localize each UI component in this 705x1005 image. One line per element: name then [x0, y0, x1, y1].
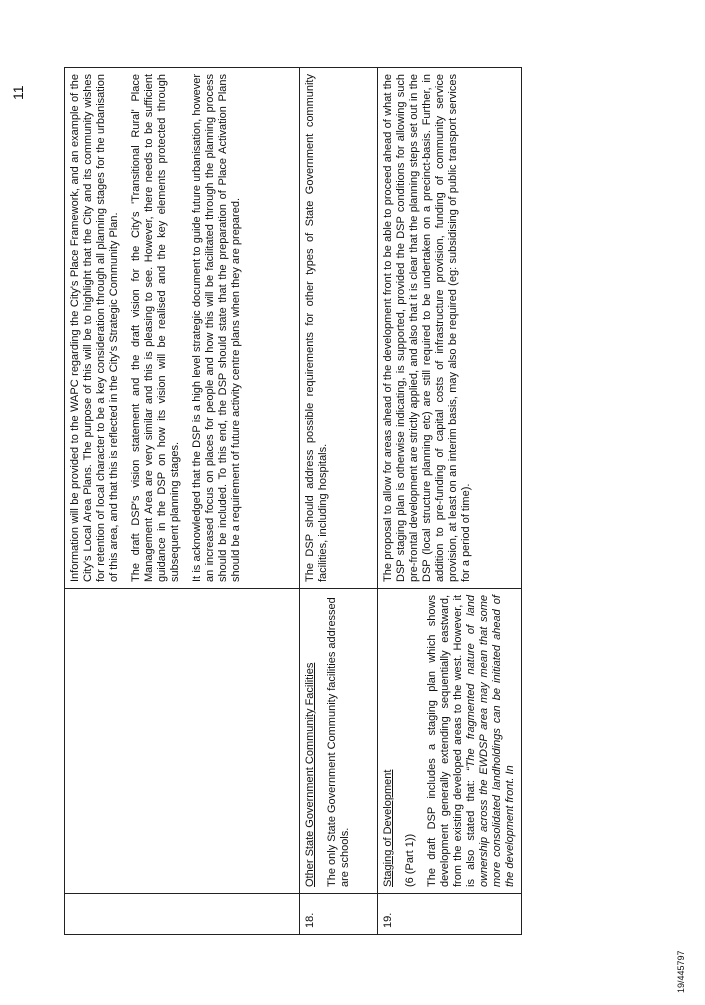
response-cell: [65, 68, 300, 589]
topic-paragraph: [426, 595, 517, 887]
topic-cell: [65, 589, 300, 894]
topic-cell: [378, 589, 522, 894]
document-reference: 19/445797: [676, 950, 686, 993]
response-cell: [300, 68, 378, 589]
response-paragraph: Information will be provided to the WAPC regarding the City's Place Framework, and an example of the City's Local Area Plans. The purpose of this will be to highlight that the City and its community wishes for retention of local character to be a key consideration through all planning stages for the urbanisation of this area, and that this is reflected in the City's Strategic Community Plan.: [69, 74, 120, 582]
response-cell: [378, 68, 522, 589]
table-row: [378, 68, 522, 935]
response-paragraph: It is acknowledged that the DSP is a high level strategic document to guide future urbanisation, however an increased focus on places for people and how this will be facilitated through the planning process should be included. To this end, the DSP should state that the preparation of Place Activation Plans should be a requirement of future activity centre plans when they are prepared.: [191, 74, 242, 582]
topic-reference: (6 (Part 1)): [404, 833, 416, 887]
table-row: [300, 68, 378, 935]
submission-table: [64, 67, 522, 935]
row-number: 19.: [378, 894, 522, 935]
topic-title: Other State Government Community Facilities: [304, 662, 316, 887]
response-paragraph: The draft DSP's vision statement and the draft vision for the City's 'Transitional Rural' Place Management Area are very similar and this is pleasing to see. However, there needs to be sufficient guidance in the DSP on how its vision will be realised and the key elements protected through subsequent planning stages.: [130, 74, 181, 582]
topic-cell: [300, 589, 378, 894]
response-paragraph: The DSP should address possible requirements for other types of State Government community facilities, including hospitals.: [304, 74, 329, 582]
row-number: [65, 894, 300, 935]
topic-title: Staging of Development: [382, 769, 394, 887]
page-number: 11: [10, 85, 26, 100]
table-row: [65, 68, 300, 935]
topic-paragraph: The only State Government Community facilities addressed are schools.: [326, 597, 351, 887]
row-number: 18.: [300, 894, 378, 935]
response-paragraph: The proposal to allow for areas ahead of the development front to be able to proceed ahead of what the DSP staging plan is otherwise indicating, is supported, provided the DSP conditions for allowing such pre-frontal development are strictly applied, and also that it is clear that the planning steps set out in the DSP (local structure planning etc) are still required to be undertaken on a precinct-basis. Further, in addition to pre-funding of capital costs of infrastructure provision, funding of community service provision, at least on an interim basis, may also be required (eg: subsidising of public transport services for a period of time).: [382, 74, 472, 582]
topic-body: The draft DSP includes a staging plan which shows development generally extending sequentially eastward, from the existing developed areas to the west. However, it is also stated that:: [426, 595, 477, 887]
topic-quote: “The fragmented nature of land ownership across the EWDSP area may mean that some more consolidated landholdings can be initiated ahead of the development front. In: [465, 595, 516, 887]
